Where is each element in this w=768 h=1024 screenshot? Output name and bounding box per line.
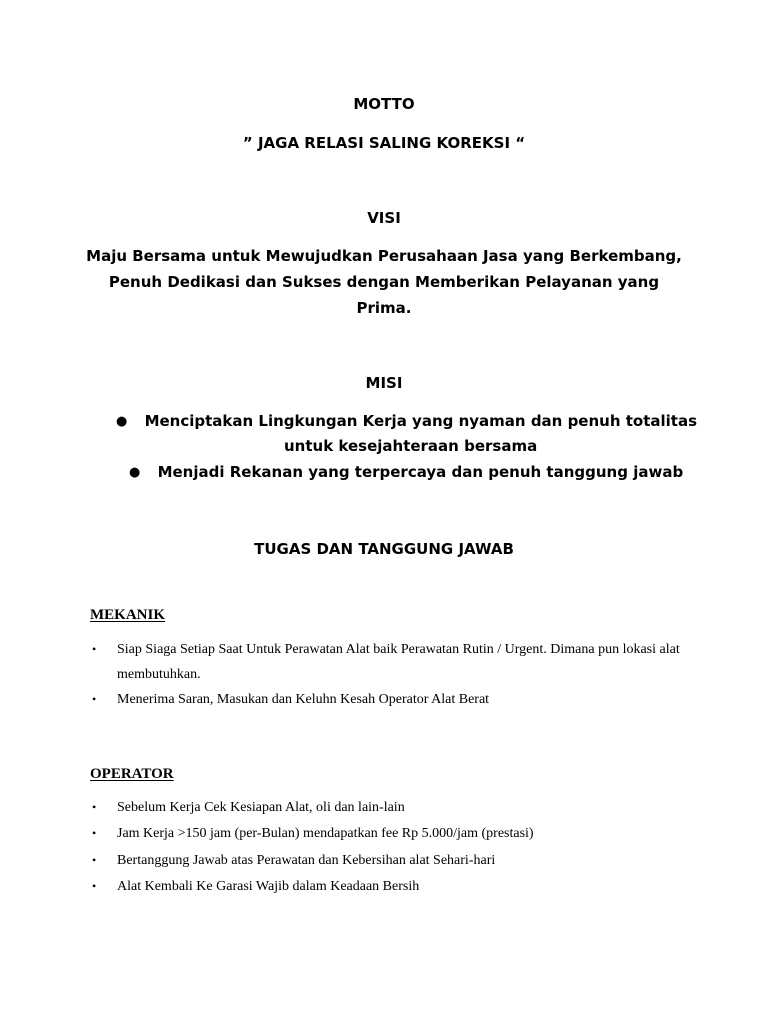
misi-item xyxy=(116,412,697,430)
operator-heading: OPERATOR xyxy=(90,766,174,782)
misi-item-text: Menciptakan Lingkungan Kerja yang nyaman dan penuh totalitas xyxy=(144,412,698,430)
tugas-heading: TUGAS DAN TANGGUNG JAWAB xyxy=(254,540,514,558)
bullet-icon: • xyxy=(92,826,97,840)
visi-line: Maju Bersama untuk Mewujudkan Perusahaan Jasa yang Berkembang, xyxy=(86,247,682,265)
list-item xyxy=(92,874,692,899)
list-item xyxy=(92,687,692,712)
list-item-text: Menerima Saran, Masukan dan Keluhn Kesah Operator Alat Berat xyxy=(117,692,490,707)
visi-heading: VISI xyxy=(367,209,401,227)
motto-text: ” JAGA RELASI SALING KOREKSI “ xyxy=(242,134,526,152)
bullet-icon: ● xyxy=(129,465,141,480)
visi-line: Prima. xyxy=(356,299,412,317)
misi-heading: MISI xyxy=(365,374,403,392)
list-item xyxy=(92,637,692,687)
list-item-text: Sebelum Kerja Cek Kesiapan Alat, oli dan lain-lain xyxy=(117,800,405,815)
bullet-icon: • xyxy=(92,642,97,656)
misi-item-continuation: untuk kesejahteraan bersama xyxy=(284,437,538,455)
visi-text xyxy=(84,243,684,321)
misi-item xyxy=(129,463,683,481)
mekanik-heading: MEKANIK xyxy=(90,607,165,623)
list-item-text: Alat Kembali Ke Garasi Wajib dalam Keadaan Bersih xyxy=(117,879,420,894)
bullet-icon: • xyxy=(92,853,97,867)
list-item-text: Siap Siaga Setiap Saat Untuk Perawatan Alat baik Perawatan Rutin / Urgent. Dimana pun lokasi alat membutuhkan. xyxy=(117,642,680,682)
list-item-text: Bertanggung Jawab atas Perawatan dan Kebersihan alat Sehari-hari xyxy=(117,853,496,868)
bullet-icon: ● xyxy=(116,414,128,429)
visi-line: Penuh Dedikasi dan Sukses dengan Memberikan Pelayanan yang xyxy=(108,273,660,291)
list-item xyxy=(92,848,692,873)
list-item-text: Jam Kerja >150 jam (per-Bulan) mendapatkan fee Rp 5.000/jam (prestasi) xyxy=(117,826,534,841)
bullet-icon: • xyxy=(92,692,97,706)
misi-item-text: Menjadi Rekanan yang terpercaya dan penuh tanggung jawab xyxy=(157,463,684,481)
bullet-icon: • xyxy=(92,879,97,893)
list-item xyxy=(92,795,692,820)
motto-heading: MOTTO xyxy=(353,95,415,113)
bullet-icon: • xyxy=(92,800,97,814)
list-item xyxy=(92,821,692,846)
